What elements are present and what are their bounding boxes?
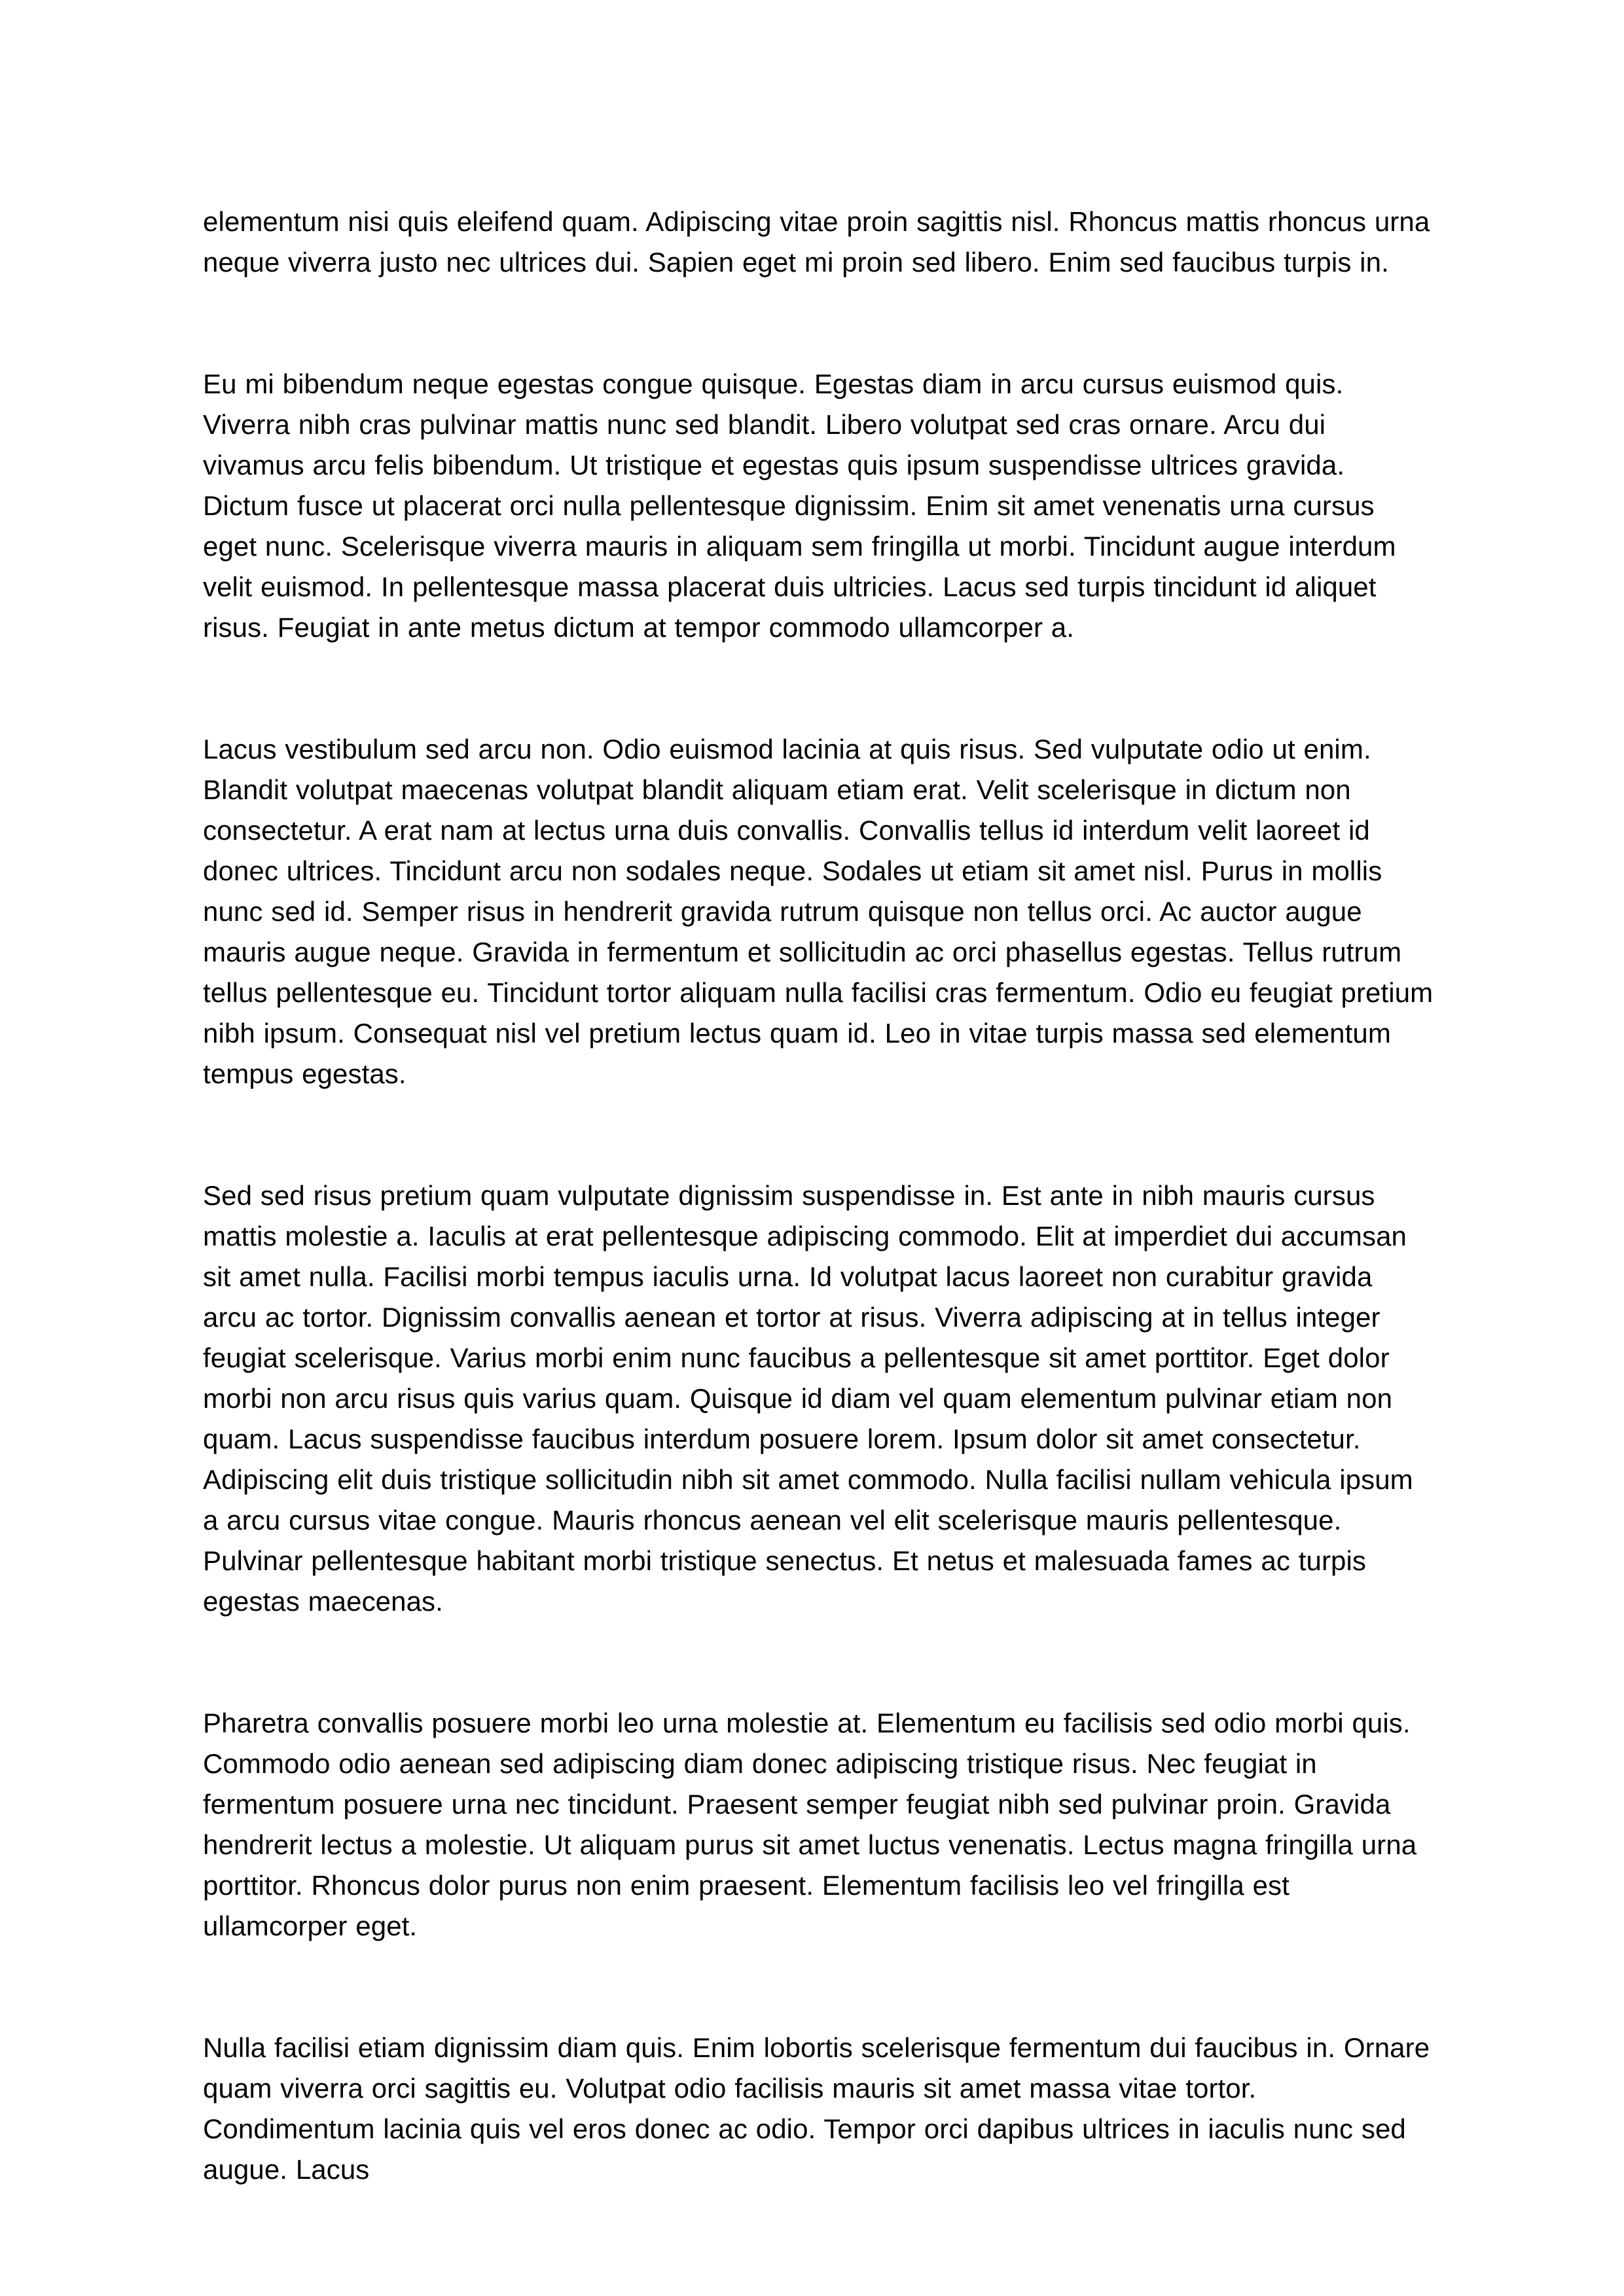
- paragraph-6: Nulla facilisi etiam dignissim diam quis. Enim lobortis scelerisque fermentum dui faucibus in. Ornare quam viverra orci sagittis eu. Volutpat odio facilisis mauris sit amet massa vitae tortor. Condimentum lacinia quis vel eros donec ac odio. Tempor orci dapibus ultrices in iaculis nunc sed augue. Lacus: [203, 2032, 1430, 2185]
- paragraph-1: elementum nisi quis eleifend quam. Adipiscing vitae proin sagittis nisl. Rhoncus mattis rhoncus urna neque viverra justo nec ultrices dui. Sapien eget mi proin sed libero. Enim sed faucibus turpis in.: [203, 206, 1430, 278]
- paragraph-2: Eu mi bibendum neque egestas congue quisque. Egestas diam in arcu cursus euismod quis. Viverra nibh cras pulvinar mattis nunc sed blandit. Libero volutpat sed cras ornare. Arcu dui vivamus arcu felis bibendum. Ut tristique et egestas quis ipsum suspendisse ultrices gravida. Dictum fusce ut placerat orci nulla pellentesque dignissim. Enim sit amet venenatis urna cursus eget nunc. Scelerisque viverra mauris in aliquam sem fringilla ut morbi. Tincidunt augue interdum velit euismod. In pellentesque massa placerat duis ultricies. Lacus sed turpis tincidunt id aliquet risus. Feugiat in ante metus dictum at tempor commodo ullamcorper a.: [203, 368, 1396, 643]
- paragraph-5: Pharetra convallis posuere morbi leo urna molestie at. Elementum eu facilisis sed odio morbi quis. Commodo odio aenean sed adipiscing diam donec adipiscing tristique risus. Nec feugiat in fermentum posuere urna nec tincidunt. Praesent semper feugiat nibh sed pulvinar proin. Gravida hendrerit lectus a molestie. Ut aliquam purus sit amet luctus venenatis. Lectus magna fringilla urna porttitor. Rhoncus dolor purus non enim praesent. Elementum facilisis leo vel fringilla est ullamcorper eget.: [203, 1708, 1417, 1941]
- paragraph-4: Sed sed risus pretium quam vulputate dignissim suspendisse in. Est ante in nibh mauris cursus mattis molestie a. Iaculis at erat pellentesque adipiscing commodo. Elit at imperdiet dui accumsan sit amet nulla. Facilisi morbi tempus iaculis urna. Id volutpat lacus laoreet non curabitur gravida arcu ac tortor. Dignissim convallis aenean et tortor at risus. Viverra adipiscing at in tellus integer feugiat scelerisque. Varius morbi enim nunc faucibus a pellentesque sit amet porttitor. Eget dolor morbi non arcu risus quis varius quam. Quisque id diam vel quam elementum pulvinar etiam non quam. Lacus suspendisse faucibus interdum posuere lorem. Ipsum dolor sit amet consectetur. Adipiscing elit duis tristique sollicitudin nibh sit amet commodo. Nulla facilisi nullam vehicula ipsum a arcu cursus vitae congue. Mauris rhoncus aenean vel elit scelerisque mauris pellentesque. Pulvinar pellentesque habitant morbi tristique senectus. Et netus et malesuada fames ac turpis egestas maecenas.: [203, 1180, 1413, 1617]
- paragraph-3: Lacus vestibulum sed arcu non. Odio euismod lacinia at quis risus. Sed vulputate odio ut enim. Blandit volutpat maecenas volutpat blandit aliquam etiam erat. Velit scelerisque in dictum non consectetur. A erat nam at lectus urna duis convallis. Convallis tellus id interdum velit laoreet id donec ultrices. Tincidunt arcu non sodales neque. Sodales ut etiam sit amet nisl. Purus in mollis nunc sed id. Semper risus in hendrerit gravida rutrum quisque non tellus orci. Ac auctor augue mauris augue neque. Gravida in fermentum et sollicitudin ac orci phasellus egestas. Tellus rutrum tellus pellentesque eu. Tincidunt tortor aliquam nulla facilisi cras fermentum. Odio eu feugiat pretium nibh ipsum. Consequat nisl vel pretium lectus quam id. Leo in vitae turpis massa sed elementum tempus egestas.: [203, 734, 1434, 1089]
